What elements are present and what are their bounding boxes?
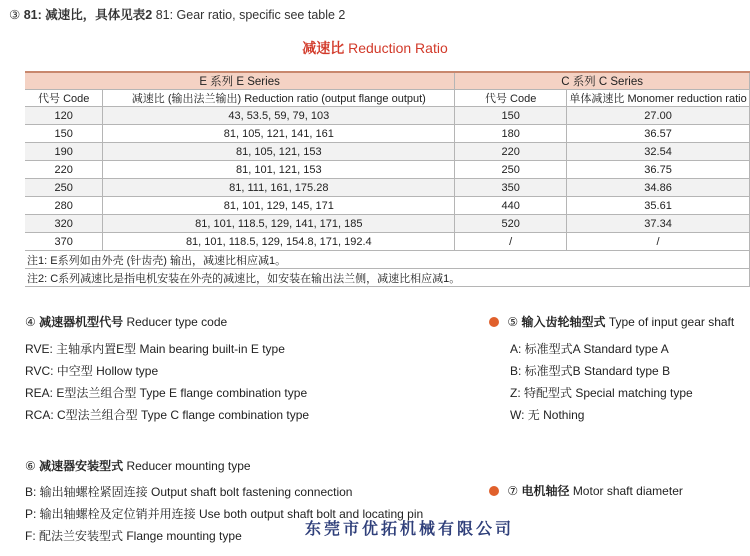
section-4-heading <box>25 313 227 330</box>
table-row <box>25 125 750 143</box>
e-code-cell: 320 <box>25 215 103 233</box>
c-ratio-cell: 32.54 <box>567 143 750 161</box>
c-ratio-cell: 34.86 <box>567 179 750 197</box>
section-3-en: 81: Gear ratio, specific see table 2 <box>155 8 346 22</box>
e-ratio-cell: 81, 105, 121, 153 <box>103 143 455 161</box>
table-note-row <box>25 269 750 287</box>
e-code-cell: 190 <box>25 143 103 161</box>
list-item: F: 配法兰安装型式 Flange mounting type <box>25 529 242 543</box>
list-item: REA: E型法兰组合型 Type E flange combination type <box>25 386 308 400</box>
table-row <box>25 107 750 125</box>
bullet-dot-icon <box>489 317 499 327</box>
e-code-cell: 150 <box>25 125 103 143</box>
e-code-cell: 280 <box>25 197 103 215</box>
section-3-cn: 减速比，具体见表2 <box>45 8 153 22</box>
e-code-cell: 120 <box>25 107 103 125</box>
e-code-header: 代号 Code <box>25 90 103 107</box>
list-item: B: 输出轴螺栓紧固连接 Output shaft bolt fastening connection <box>25 485 353 499</box>
e-code-cell: 370 <box>25 233 103 251</box>
e-ratio-cell: 81, 101, 118.5, 129, 154.8, 171, 192.4 <box>103 233 455 251</box>
list-item: RVE: 主轴承内置E型 Main bearing built-in E type <box>25 342 285 356</box>
c-ratio-header: 单体减速比 Monomer reduction ratio <box>567 90 750 107</box>
list-item: Z: 特配型式 Special matching type <box>510 386 693 400</box>
section-5-heading <box>489 313 734 330</box>
list-item: W: 无 Nothing <box>510 408 585 422</box>
c-ratio-cell: 36.75 <box>567 161 750 179</box>
c-ratio-cell: 35.61 <box>567 197 750 215</box>
e-series-header: E 系列 E Series <box>25 72 455 90</box>
list-item: P: 输出轴螺栓及定位销并用连接 Use both output shaft bolt and locating pin <box>25 507 424 521</box>
e-ratio-header: 减速比 (输出法兰输出) Reduction ratio (output flange output) <box>103 90 455 107</box>
table-row <box>25 143 750 161</box>
list-item: B: 标准型式B Standard type B <box>510 364 671 378</box>
table-title-cn: 减速比 <box>302 40 345 56</box>
table-row <box>25 179 750 197</box>
c-code-cell: 250 <box>455 161 567 179</box>
e-ratio-cell: 43, 53.5, 59, 79, 103 <box>103 107 455 125</box>
c-code-cell: 440 <box>455 197 567 215</box>
section-6-heading <box>25 457 251 474</box>
c-ratio-cell: / <box>567 233 750 251</box>
list-item: RCA: C型法兰组合型 Type C flange combination type <box>25 408 310 422</box>
table-row <box>25 161 750 179</box>
section-7-number: ⑦ <box>507 484 519 498</box>
table-note-2: 注2: C系列减速比是指电机安装在外壳的减速比，如安装在输出法兰侧，减速比相应减1。 <box>25 269 750 287</box>
section-7-en: Motor shaft diameter <box>572 484 683 498</box>
table-row <box>25 197 750 215</box>
e-ratio-cell: 81, 101, 121, 153 <box>103 161 455 179</box>
section-6-number: ⑥ <box>25 459 36 473</box>
c-code-header: 代号 Code <box>455 90 567 107</box>
section-3-code: 81: <box>23 8 42 22</box>
section-5-cn: 输入齿轮轴型式 <box>521 315 606 329</box>
c-ratio-cell: 27.00 <box>567 107 750 125</box>
c-code-cell: 180 <box>455 125 567 143</box>
section-5-number: ⑤ <box>507 315 519 329</box>
section-7-cn: 电机轴径 <box>521 484 570 498</box>
list-item: A: 标准型式A Standard type A <box>510 342 669 356</box>
c-code-cell: 350 <box>455 179 567 197</box>
section-4-cn: 减速器机型代号 <box>39 315 124 329</box>
series-header-row <box>25 72 750 90</box>
section-3-number: ③ <box>9 8 21 22</box>
table-note-row <box>25 251 750 269</box>
c-ratio-cell: 36.57 <box>567 125 750 143</box>
reduction-ratio-table <box>25 71 750 287</box>
e-ratio-cell: 81, 101, 118.5, 129, 141, 171, 185 <box>103 215 455 233</box>
e-code-cell: 220 <box>25 161 103 179</box>
c-code-cell: 150 <box>455 107 567 125</box>
section-6-cn: 减速器安装型式 <box>39 459 124 473</box>
c-series-header: C 系列 C Series <box>455 72 750 90</box>
section-7-heading <box>489 482 683 499</box>
c-code-cell: / <box>455 233 567 251</box>
table-title-en: Reduction Ratio <box>348 40 448 56</box>
section-4-en: Reducer type code <box>126 315 228 329</box>
c-code-cell: 520 <box>455 215 567 233</box>
e-ratio-cell: 81, 111, 161, 175.28 <box>103 179 455 197</box>
section-3-heading <box>9 5 345 23</box>
section-6-en: Reducer mounting type <box>126 459 251 473</box>
company-name: 东莞市优拓机械有限公司 <box>305 521 515 538</box>
c-ratio-cell: 37.34 <box>567 215 750 233</box>
table-row <box>25 233 750 251</box>
e-ratio-cell: 81, 101, 129, 145, 171 <box>103 197 455 215</box>
c-code-cell: 220 <box>455 143 567 161</box>
section-5-en: Type of input gear shaft <box>608 315 735 329</box>
list-item: RVC: 中空型 Hollow type <box>25 364 159 378</box>
table-row <box>25 215 750 233</box>
e-ratio-cell: 81, 105, 121, 141, 161 <box>103 125 455 143</box>
table-note-1: 注1: E系列如由外壳 (针齿壳) 输出，减速比相应减1。 <box>25 251 750 269</box>
bullet-dot-icon <box>489 486 499 496</box>
section-4-number: ④ <box>25 315 36 329</box>
e-code-cell: 250 <box>25 179 103 197</box>
table-title <box>0 38 750 58</box>
column-header-row <box>25 90 750 107</box>
